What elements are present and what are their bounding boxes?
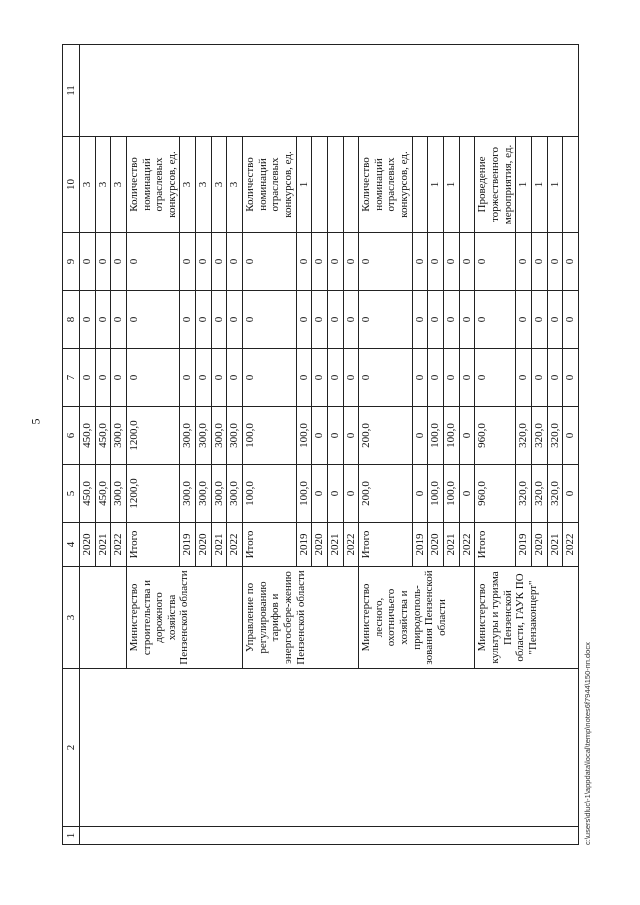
total-value-cell: 0 (359, 291, 413, 349)
value-cell: 0 (563, 233, 579, 291)
value-cell: 0 (531, 349, 547, 407)
total-value-cell: 0 (359, 349, 413, 407)
value-cell: 0 (227, 291, 243, 349)
total-value-cell: Итого (475, 523, 516, 567)
value-cell: 320,0 (547, 407, 563, 465)
value-cell: 0 (444, 349, 460, 407)
indicator-value-cell: 3 (80, 137, 96, 233)
value-cell: 0 (180, 349, 196, 407)
budget-table (62, 44, 579, 845)
executor-name-cell: Управление по регулированию тарифов и энергосбере-жению Пензенской области (243, 567, 359, 669)
indicator-name-cell: Количество номинаций отраслевых конкурсов, ед. (126, 137, 180, 233)
indicator-value-cell: 3 (111, 137, 127, 233)
total-value-cell: Итого (359, 523, 413, 567)
value-cell: 0 (428, 233, 444, 291)
column-number-header: 5 (63, 465, 80, 523)
indicator-name-cell: Количество номинаций отраслевых конкурсов, ед. (359, 137, 413, 233)
value-cell: 0 (459, 233, 475, 291)
column-number-header: 1 (63, 827, 80, 845)
value-cell: 0 (211, 291, 227, 349)
value-cell: 2022 (343, 523, 359, 567)
value-cell: 2020 (312, 523, 328, 567)
value-cell: 2020 (80, 523, 96, 567)
column-number-header: 4 (63, 523, 80, 567)
value-cell: 0 (80, 349, 96, 407)
total-value-cell: 960,0 (475, 407, 516, 465)
value-cell: 450,0 (95, 465, 111, 523)
value-cell: 0 (211, 233, 227, 291)
value-cell: 0 (80, 291, 96, 349)
value-cell: 300,0 (180, 465, 196, 523)
value-cell: 450,0 (80, 465, 96, 523)
indicator-value-cell: 1 (296, 137, 312, 233)
value-cell: 0 (327, 465, 343, 523)
value-cell: 0 (196, 291, 212, 349)
value-cell: 2022 (111, 523, 127, 567)
value-cell: 0 (563, 407, 579, 465)
indicator-name-cell: Количество номинаций отраслевых конкурсов, ед. (243, 137, 297, 233)
indicator-value-cell: 1 (516, 137, 532, 233)
value-cell: 0 (563, 291, 579, 349)
value-cell: 0 (531, 291, 547, 349)
value-cell: 300,0 (211, 465, 227, 523)
value-cell: 0 (196, 349, 212, 407)
value-cell: 0 (428, 291, 444, 349)
rotated-table-container (62, 45, 578, 845)
value-cell: 0 (412, 407, 428, 465)
total-value-cell: 0 (359, 233, 413, 291)
value-cell: 0 (327, 349, 343, 407)
value-cell: 2021 (327, 523, 343, 567)
value-cell: 0 (547, 349, 563, 407)
value-cell: 300,0 (227, 407, 243, 465)
indicator-value-cell (312, 137, 328, 233)
total-value-cell: 1200,0 (126, 407, 180, 465)
indicator-value-cell (412, 137, 428, 233)
value-cell: 320,0 (516, 407, 532, 465)
value-cell: 0 (227, 349, 243, 407)
value-cell: 100,0 (444, 407, 460, 465)
value-cell: 2019 (412, 523, 428, 567)
value-cell: 100,0 (296, 465, 312, 523)
value-cell: 100,0 (428, 465, 444, 523)
value-cell: 2020 (196, 523, 212, 567)
value-cell: 0 (459, 407, 475, 465)
total-value-cell: 100,0 (243, 465, 297, 523)
col-11-cell (80, 45, 579, 137)
value-cell: 0 (547, 233, 563, 291)
value-cell: 0 (343, 407, 359, 465)
value-cell: 2020 (428, 523, 444, 567)
column-number-header: 10 (63, 137, 80, 233)
value-cell: 0 (180, 233, 196, 291)
value-cell: 0 (312, 407, 328, 465)
value-cell: 320,0 (531, 465, 547, 523)
total-value-cell: 0 (126, 233, 180, 291)
footer-file-path: c:\users\dluc\-1\appdata\local\temp\notes6f7944\150-пп.docx (583, 642, 592, 845)
value-cell: 2022 (459, 523, 475, 567)
total-value-cell: 960,0 (475, 465, 516, 523)
indicator-value-cell (459, 137, 475, 233)
value-cell: 0 (516, 291, 532, 349)
value-cell: 0 (459, 349, 475, 407)
value-cell: 2021 (95, 523, 111, 567)
value-cell: 300,0 (111, 465, 127, 523)
value-cell: 320,0 (531, 407, 547, 465)
value-cell: 300,0 (180, 407, 196, 465)
value-cell: 0 (111, 291, 127, 349)
value-cell: 0 (296, 349, 312, 407)
page-number: 5 (28, 418, 43, 425)
value-cell: 0 (211, 349, 227, 407)
value-cell: 0 (327, 291, 343, 349)
value-cell: 0 (563, 465, 579, 523)
indicator-value-cell (563, 137, 579, 233)
total-value-cell: 0 (243, 349, 297, 407)
value-cell: 0 (459, 465, 475, 523)
total-value-cell: 0 (475, 233, 516, 291)
executor-name-cell: Министерство лесного, охотничьего хозяйства и природополь-зования Пензенской области (359, 567, 475, 669)
total-value-cell: 0 (243, 291, 297, 349)
executor-name-cell: Министерство строительства и дорожного хозяйства Пензенской области (126, 567, 242, 669)
value-cell: 0 (516, 349, 532, 407)
value-cell: 0 (343, 233, 359, 291)
value-cell: 0 (327, 233, 343, 291)
column-number-header: 3 (63, 567, 80, 669)
total-value-cell: 0 (126, 291, 180, 349)
value-cell: 0 (531, 233, 547, 291)
value-cell: 300,0 (211, 407, 227, 465)
value-cell: 0 (412, 233, 428, 291)
value-cell: 0 (412, 291, 428, 349)
value-cell: 0 (312, 465, 328, 523)
value-cell: 300,0 (111, 407, 127, 465)
value-cell: 100,0 (444, 465, 460, 523)
value-cell: 2019 (296, 523, 312, 567)
value-cell: 0 (516, 233, 532, 291)
total-value-cell: Итого (243, 523, 297, 567)
value-cell: 2022 (227, 523, 243, 567)
col-2-cell (80, 669, 579, 827)
value-cell: 300,0 (196, 407, 212, 465)
indicator-value-cell: 3 (211, 137, 227, 233)
value-cell: 300,0 (196, 465, 212, 523)
table-header (63, 45, 80, 845)
indicator-value-cell: 3 (196, 137, 212, 233)
value-cell: 320,0 (547, 465, 563, 523)
value-cell: 0 (296, 291, 312, 349)
total-value-cell: 200,0 (359, 407, 413, 465)
value-cell: 2019 (180, 523, 196, 567)
total-value-cell: 0 (475, 349, 516, 407)
value-cell: 2020 (531, 523, 547, 567)
value-cell: 0 (312, 233, 328, 291)
value-cell: 2019 (516, 523, 532, 567)
value-cell: 0 (180, 291, 196, 349)
indicator-value-cell (327, 137, 343, 233)
value-cell: 0 (459, 291, 475, 349)
indicator-value-cell: 3 (227, 137, 243, 233)
indicator-value-cell: 1 (428, 137, 444, 233)
indicator-value-cell: 3 (95, 137, 111, 233)
value-cell: 0 (343, 465, 359, 523)
value-cell: 0 (111, 349, 127, 407)
value-cell: 2022 (563, 523, 579, 567)
executor-name-cell: Министерство культуры и туризма Пензенской области, ГАУК ПО "Пензаконцерт" (475, 567, 578, 669)
value-cell: 0 (95, 291, 111, 349)
value-cell: 0 (111, 233, 127, 291)
value-cell: 100,0 (428, 407, 444, 465)
value-cell: 300,0 (227, 465, 243, 523)
indicator-name-cell: Проведение торжественного мероприятия, ед. (475, 137, 516, 233)
total-value-cell: 100,0 (243, 407, 297, 465)
value-cell: 0 (312, 349, 328, 407)
value-cell: 0 (343, 349, 359, 407)
column-number-header: 2 (63, 669, 80, 827)
indicator-value-cell: 1 (547, 137, 563, 233)
total-value-cell: 0 (126, 349, 180, 407)
value-cell: 0 (327, 407, 343, 465)
table-body (80, 45, 579, 845)
value-cell: 0 (563, 349, 579, 407)
total-value-cell: Итого (126, 523, 180, 567)
column-number-row (63, 45, 80, 845)
value-cell: 320,0 (516, 465, 532, 523)
value-cell: 450,0 (80, 407, 96, 465)
value-cell: 0 (547, 291, 563, 349)
value-cell: 2021 (444, 523, 460, 567)
value-cell: 0 (196, 233, 212, 291)
value-cell: 0 (312, 291, 328, 349)
column-number-header: 7 (63, 349, 80, 407)
value-cell: 100,0 (296, 407, 312, 465)
table-row (80, 45, 96, 845)
value-cell: 0 (95, 349, 111, 407)
value-cell: 0 (444, 291, 460, 349)
executor-cell (80, 567, 127, 669)
column-number-header: 6 (63, 407, 80, 465)
column-number-header: 8 (63, 291, 80, 349)
total-value-cell: 200,0 (359, 465, 413, 523)
column-number-header: 9 (63, 233, 80, 291)
indicator-value-cell: 3 (180, 137, 196, 233)
indicator-value-cell: 1 (444, 137, 460, 233)
total-value-cell: 0 (475, 291, 516, 349)
total-value-cell: 0 (243, 233, 297, 291)
column-number-header: 11 (63, 45, 80, 137)
col-1-cell (80, 827, 579, 845)
value-cell: 0 (412, 465, 428, 523)
value-cell: 0 (444, 233, 460, 291)
indicator-value-cell: 1 (531, 137, 547, 233)
value-cell: 2021 (211, 523, 227, 567)
indicator-value-cell (343, 137, 359, 233)
value-cell: 0 (80, 233, 96, 291)
value-cell: 0 (428, 349, 444, 407)
value-cell: 2021 (547, 523, 563, 567)
value-cell: 0 (412, 349, 428, 407)
value-cell: 0 (227, 233, 243, 291)
value-cell: 0 (343, 291, 359, 349)
value-cell: 0 (296, 233, 312, 291)
value-cell: 0 (95, 233, 111, 291)
value-cell: 450,0 (95, 407, 111, 465)
total-value-cell: 1200,0 (126, 465, 180, 523)
